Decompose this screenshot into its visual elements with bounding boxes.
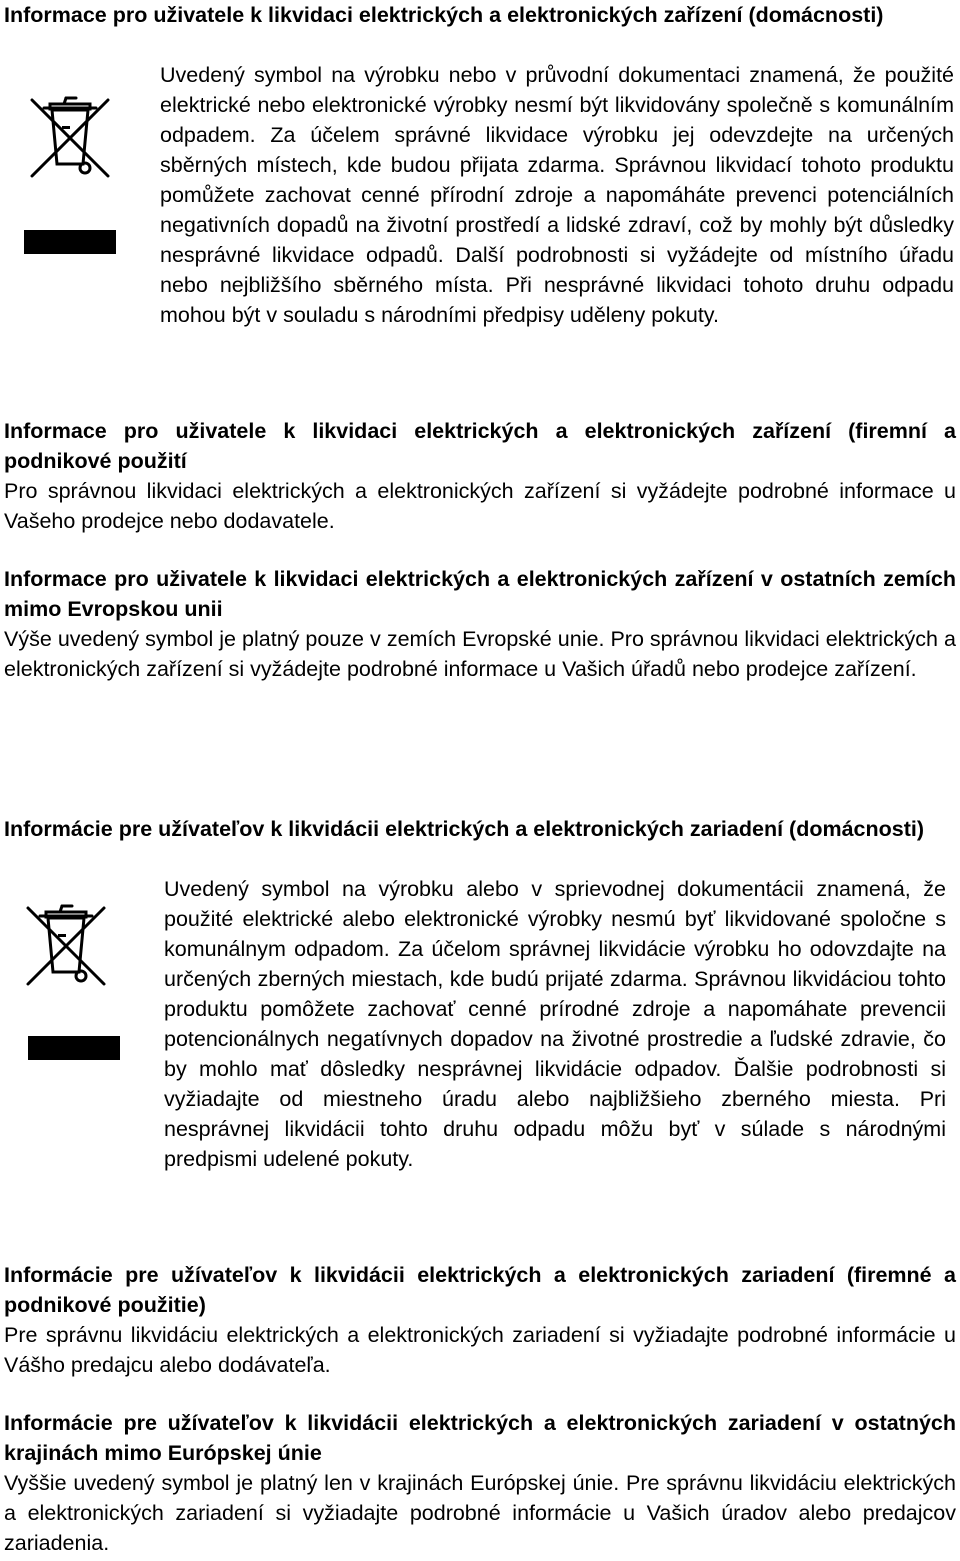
sk-business-heading: Informácie pre užívateľov k likvidácii elektrických a elektronických zariadení (firemné a podnikové použitie) bbox=[4, 1263, 956, 1317]
sk-noneu-body: Vyššie uvedený symbol je platný len v krajinách Európskej únie. Pre správnu likvidáciu elektrických a elektronických zariadení si vyžiadajte podrobné informácie u Vašich úradov alebo predajcov zariadenia. bbox=[4, 1471, 956, 1555]
cz-noneu-section bbox=[4, 564, 956, 684]
cz-household-body: Uvedený symbol na výrobku nebo v průvodní dokumentaci znamená, že použité elektrické nebo elektronické výrobky nesmí být likvidovány společně s komunálním odpadem. Za účelem správné likvidace výrobku jej odevzdejte na určených sběrných místech, kde budou přijata zdarma. Správnou likvidací tohoto produktu pomůžete zachovat cenné přírodní zdroje a napomáháte prevenci potenciálních negativních dopadů na životní prostředí a lidské zdraví, což by mohly být důsledky nesprávné likvidace odpadů. Další podrobnosti si vyžádejte od místního úřadu nebo nejbližšího sběrného místa. Při nesprávné likvidaci tohoto druhu odpadu mohou být v souladu s národními předpisy uděleny pokuty. bbox=[160, 63, 954, 327]
sk-noneu-heading: Informácie pre užívateľov k likvidácii elektrických a elektronických zariadení v ostatných krajinách mimo Európskej únie bbox=[4, 1411, 956, 1465]
weee-black-bar bbox=[24, 230, 116, 254]
sk-household-section bbox=[4, 814, 956, 844]
sk-household-body: Uvedený symbol na výrobku alebo v sprievodnej dokumentácii znamená, že použité elektrické alebo elektronické výrobky nesmú byť likvidované spoločne s komunálnym odpadom. Za účelom správnej likvidácie výrobku ho odovzdajte na určených zberných miestach, kde budú prijaté zdarma. Správnou likvidáciou tohto produktu pomôžete zachovať cenné prírodné zdroje a napomáhate prevencii potencionálnych negatívnych dopadov na životné prostredie a ľudské zdravie, čo by mohlo mať dôsledky nesprávnej likvidácie odpadov. Ďalšie podrobnosti si vyžiadajte od miestneho úradu alebo najbližšieho zberného miesta. Pri nesprávnej likvidácii tohto druhu odpadu môžu byť v súlade s národnými predpismi udelené pokuty. bbox=[164, 877, 946, 1171]
cz-household-heading: Informace pro uživatele k likvidaci elektrických a elektronických zařízení (domácnosti) bbox=[4, 3, 884, 27]
cz-noneu-body: Výše uvedený symbol je platný pouze v zemích Evropské unie. Pro správnou likvidaci elektrických a elektronických zařízení si vyžádejte podrobné informace u Vašich úřadů nebo prodejce zařízení. bbox=[4, 627, 956, 681]
cz-noneu-heading: Informace pro uživatele k likvidaci elektrických a elektronických zařízení v ostatních zemích mimo Evropskou unii bbox=[4, 567, 956, 621]
sk-business-body: Pre správnu likvidáciu elektrických a elektronických zariadení si vyžiadajte podrobné informácie u Vášho predajcu alebo dodávateľa. bbox=[4, 1323, 956, 1377]
sk-household-heading: Informácie pre užívateľov k likvidácii elektrických a elektronických zariadení (domácnosti) bbox=[4, 817, 925, 841]
weee-bin-icon bbox=[20, 88, 120, 188]
weee-black-bar bbox=[28, 1036, 120, 1060]
weee-bin-icon bbox=[16, 896, 116, 996]
cz-business-heading: Informace pro uživatele k likvidaci elektrických a elektronických zařízení (firemní a podnikové použití bbox=[4, 419, 956, 473]
sk-business-section bbox=[4, 1260, 956, 1380]
sk-noneu-section bbox=[4, 1408, 956, 1558]
cz-business-section bbox=[4, 416, 956, 536]
cz-household-section bbox=[4, 0, 956, 30]
cz-business-body: Pro správnou likvidaci elektrických a elektronických zařízení si vyžádejte podrobné informace u Vašeho prodejce nebo dodavatele. bbox=[4, 479, 956, 533]
